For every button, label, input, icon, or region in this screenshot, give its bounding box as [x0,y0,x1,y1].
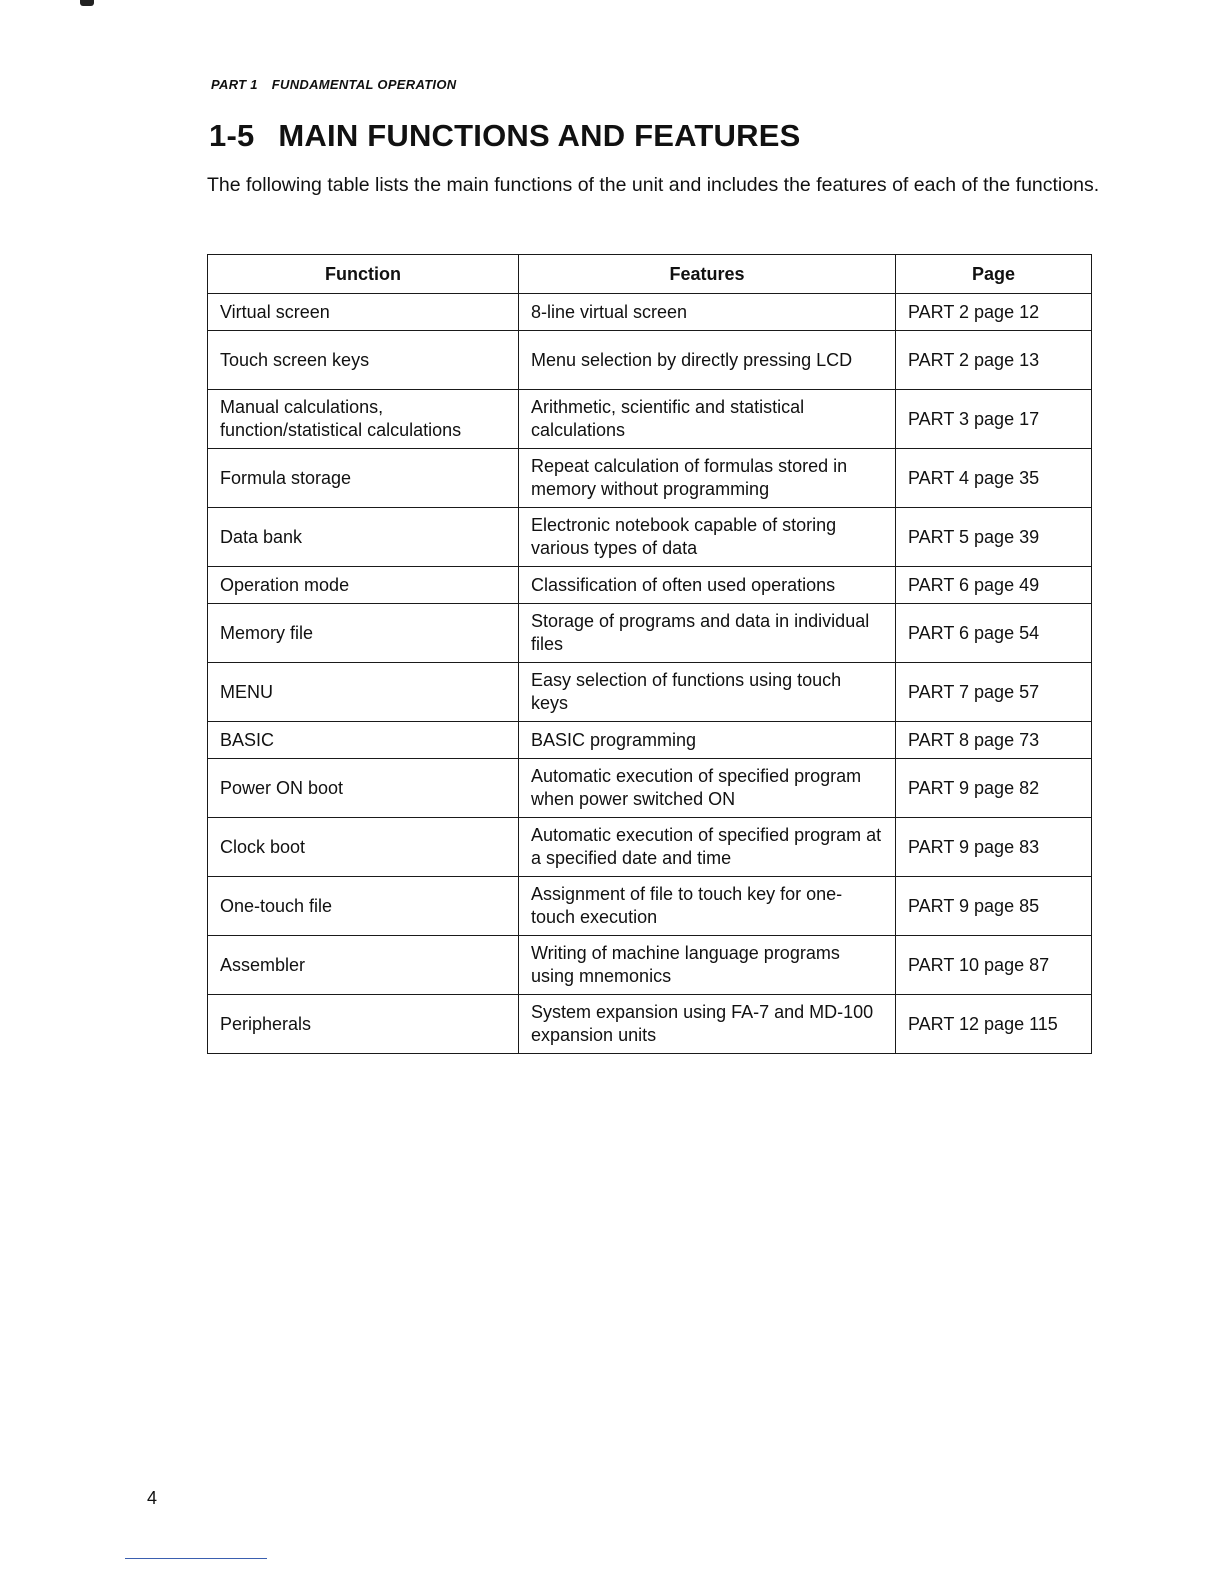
table-row [208,759,1092,818]
table-row [208,936,1092,995]
function-cell: Virtual screen [208,294,519,331]
table-header-row [208,255,1092,294]
table-row [208,663,1092,722]
page-cell: PART 12 page 115 [896,995,1092,1054]
page-number: 4 [147,1488,158,1508]
table-row [208,818,1092,877]
function-cell: Memory file [208,604,519,663]
page-cell: PART 9 page 83 [896,818,1092,877]
table-row [208,449,1092,508]
features-cell: Electronic notebook capable of storing various types of data [519,508,896,567]
table-row [208,331,1092,390]
table-row [208,390,1092,449]
table-row [208,294,1092,331]
page-cell: PART 5 page 39 [896,508,1092,567]
features-cell: BASIC programming [519,722,896,759]
features-cell: Menu selection by directly pressing LCD [519,331,896,390]
features-cell: Classification of often used operations [519,567,896,604]
header-page: Page [896,255,1092,294]
features-cell: Storage of programs and data in individual files [519,604,896,663]
function-cell: Clock boot [208,818,519,877]
table-row [208,508,1092,567]
section-title-text: MAIN FUNCTIONS AND FEATURES [278,118,801,153]
page-cell: PART 2 page 13 [896,331,1092,390]
features-cell: System expansion using FA-7 and MD-100 expansion units [519,995,896,1054]
table-row [208,567,1092,604]
table-row [208,995,1092,1054]
table-row [208,877,1092,936]
page-cell: PART 6 page 49 [896,567,1092,604]
section-title [209,118,800,154]
page-cell: PART 4 page 35 [896,449,1092,508]
running-header [211,77,456,92]
function-cell: Data bank [208,508,519,567]
features-cell: Assignment of file to touch key for one-touch execution [519,877,896,936]
bottom-rule [125,1558,267,1559]
table-row [208,722,1092,759]
function-cell: Manual calculations, function/statistical calculations [208,390,519,449]
features-cell: Easy selection of functions using touch keys [519,663,896,722]
function-cell: Operation mode [208,567,519,604]
features-cell: Automatic execution of specified program when power switched ON [519,759,896,818]
function-cell: Power ON boot [208,759,519,818]
features-cell: Repeat calculation of formulas stored in memory without programming [519,449,896,508]
function-cell: BASIC [208,722,519,759]
page-cell: PART 10 page 87 [896,936,1092,995]
function-cell: Formula storage [208,449,519,508]
section-number: 1-5 [209,118,255,153]
running-header-section: FUNDAMENTAL OPERATION [271,77,457,92]
features-cell: Arithmetic, scientific and statistical calculations [519,390,896,449]
intro-paragraph: The following table lists the main functions of the unit and includes the features of each of the functions. [207,174,1100,196]
function-cell: Peripherals [208,995,519,1054]
page-cell: PART 7 page 57 [896,663,1092,722]
features-cell: Writing of machine language programs using mnemonics [519,936,896,995]
header-function: Function [208,255,519,294]
functions-table [207,254,1092,1054]
features-cell: Automatic execution of specified program at a specified date and time [519,818,896,877]
header-features: Features [519,255,896,294]
function-cell: Assembler [208,936,519,995]
table-row [208,604,1092,663]
page-cell: PART 8 page 73 [896,722,1092,759]
function-cell: Touch screen keys [208,331,519,390]
page-cell: PART 3 page 17 [896,390,1092,449]
page-cell: PART 2 page 12 [896,294,1092,331]
function-cell: MENU [208,663,519,722]
page-cell: PART 9 page 82 [896,759,1092,818]
page-cell: PART 6 page 54 [896,604,1092,663]
scan-corner-mark [80,0,94,6]
features-cell: 8-line virtual screen [519,294,896,331]
function-cell: One-touch file [208,877,519,936]
page-cell: PART 9 page 85 [896,877,1092,936]
running-header-part: PART 1 [211,77,258,92]
